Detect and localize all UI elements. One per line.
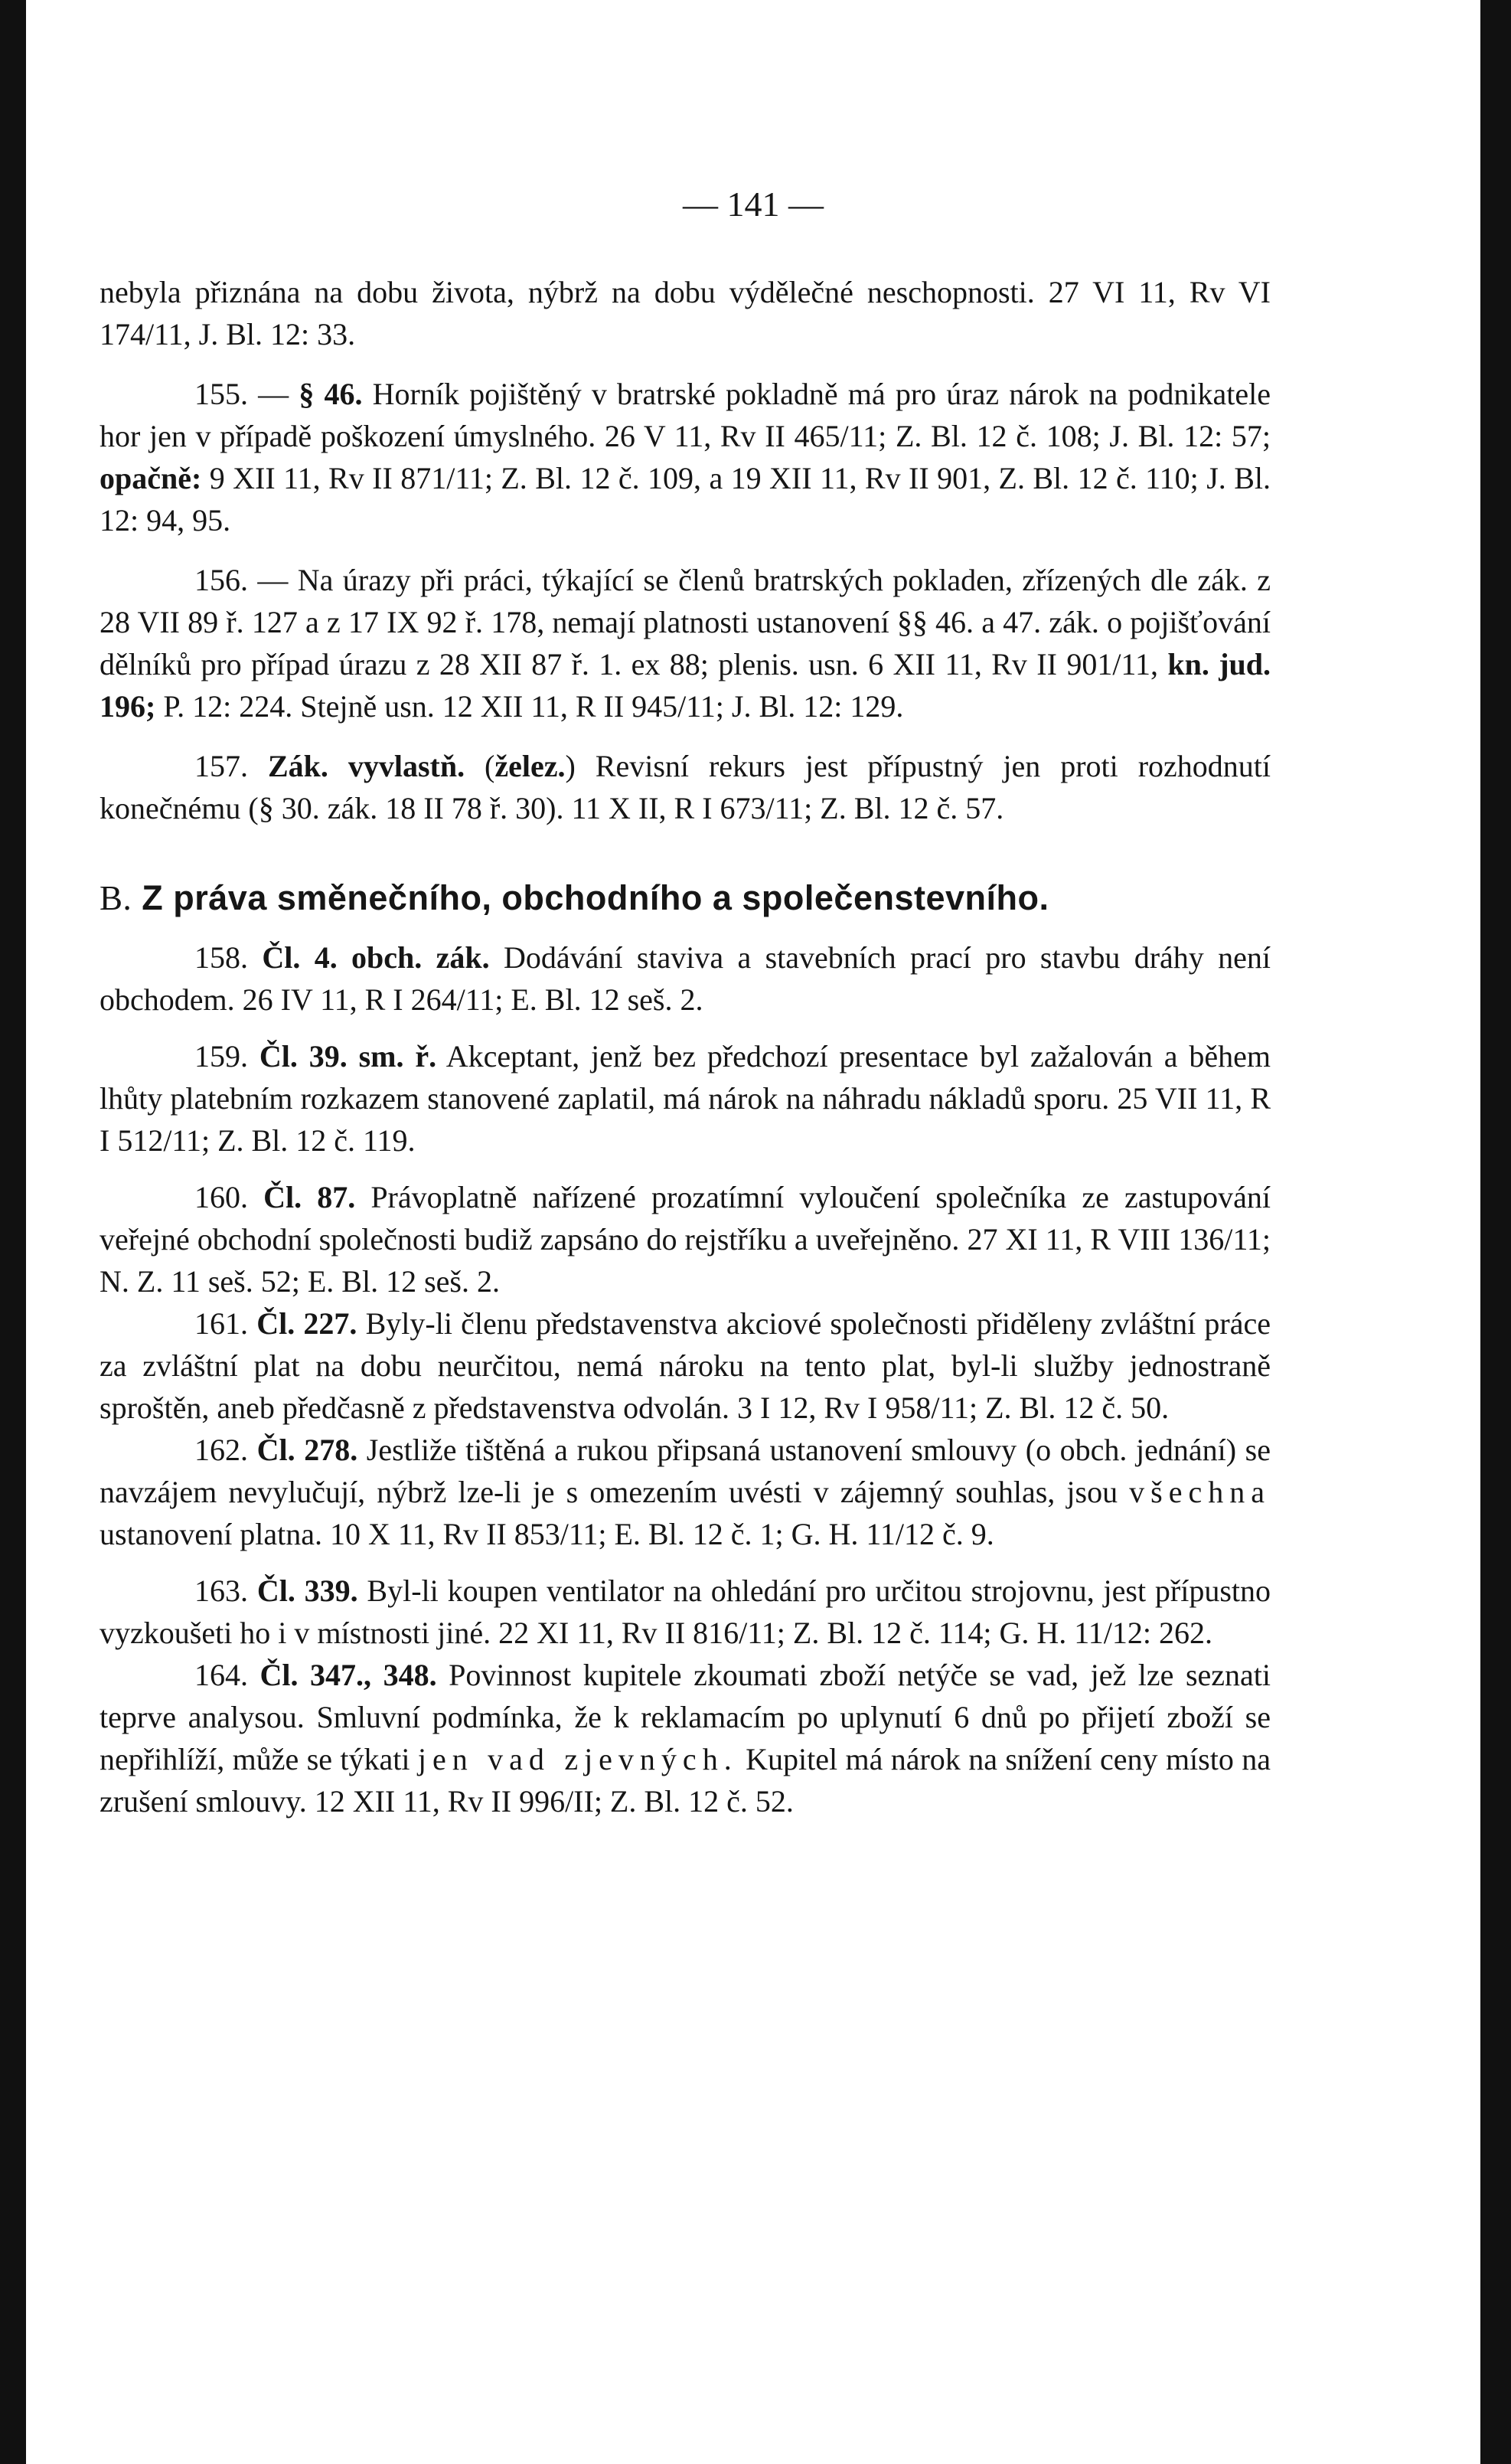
page-number: — 141 — (683, 185, 824, 224)
entry-157 (100, 745, 1271, 829)
entry-number: 156. — (194, 563, 289, 597)
entry-159 (100, 1035, 1271, 1162)
entry-reference: § 46. (299, 377, 363, 411)
entry-text: Akceptant, jenž bez předchozí presentace byl zažalován a během lhůty platebním rozkazem stanovené zaplatil, má nárok na náhradu nákladů sporu. 25 VII 11, R I 512/11; Z. Bl. 12 č. 119. (100, 1039, 1271, 1158)
entry-bold-term: opačně: (100, 461, 202, 495)
entry-163 (100, 1570, 1271, 1654)
entry-text: Dodávání staviva a stavebních prací pro stavbu dráhy není obchodem. 26 IV 11, R I 264/11; E. Bl. 12 seš. 2. (100, 940, 1271, 1017)
page-body (100, 181, 1271, 1822)
entry-164 (100, 1654, 1271, 1822)
entry-number: 157. (194, 749, 248, 783)
entry-number: 162. (194, 1433, 248, 1467)
paragraph-text: nebyla přiznána na dobu života, nýbrž na dobu výdělečné neschopnosti. 27 VI 11, Rv VI 174/11, J. Bl. 12: 33. (100, 275, 1271, 351)
section-letter: B. (100, 879, 132, 917)
entry-158 (100, 936, 1271, 1021)
entry-162 (100, 1429, 1271, 1555)
section-heading-b (100, 875, 1271, 921)
entry-reference: Čl. 339. (256, 1573, 358, 1608)
entry-text-continued: ustanovení platna. 10 X 11, Rv II 853/11; E. Bl. 12 č. 1; G. H. 11/12 č. 9. (100, 1517, 994, 1551)
entry-spaced-emphasis: jen vad zjevných. (417, 1742, 738, 1776)
entry-text-continued: P. 12: 224. Stejně usn. 12 XII 11, R II 945/11; J. Bl. 12: 129. (155, 689, 904, 724)
entry-161 (100, 1302, 1271, 1429)
entry-text: Byly-li členu představenstva akciové společnosti přiděleny zvláštní práce za zvláštní plat na dobu neurčitou, nemá nároku na tento plat, byl-li služby jednostraně sproštěn, aneb předčasně z představenstva odvolán. 3 I 12, Rv I 958/11; Z. Bl. 12 č. 50. (100, 1306, 1271, 1425)
continued-paragraph (100, 271, 1271, 355)
entry-reference: Čl. 227. (256, 1306, 357, 1341)
entry-number: 158. (194, 940, 248, 975)
entry-reference: Čl. 347., 348. (259, 1658, 437, 1692)
entry-bold-term: kn. jud. 196; (100, 647, 1271, 724)
entry-text: ( (465, 749, 495, 783)
entry-reference: Čl. 4. obch. zák. (262, 940, 490, 975)
entry-number: 164. (194, 1658, 248, 1692)
entry-156 (100, 559, 1271, 727)
entry-text: Právoplatně nařízené prozatímní vyloučení společníka ze zastupování veřejné obchodní společnosti budiž zapsáno do rejstříku a uveřejněno. 27 XI 11, R VIII 136/11; N. Z. 11 seš. 52; E. Bl. 12 seš. 2. (100, 1180, 1271, 1299)
entry-text: Byl-li koupen ventilator na ohledání pro určitou strojovnu, jest přípustno vyzkoušeti ho i v místnosti jiné. 22 XI 11, Rv II 816/11; Z. Bl. 12 č. 114; G. H. 11/12: 262. (100, 1573, 1271, 1650)
entry-text: Na úrazy při práci, týkající se členů bratrských pokladen, zřízených dle zák. z 28 VII 89 ř. 127 a z 17 IX 92 ř. 178, nemají platnosti ustanovení §§ 46. a 47. zák. o pojišťování dělníků pro případ úrazu z 28 XII 87 ř. 1. ex 88; plenis. usn. 6 XII 11, Rv II 901/11, (100, 563, 1271, 681)
section-title: Z práva směnečního, obchodního a společenstevního. (142, 878, 1049, 917)
entry-text: Horník pojištěný v bratrské pokladně má pro úraz nárok na podnikatele hor jen v případě poškození úmyslného. 26 V 11, Rv II 465/11; Z. Bl. 12 č. 108; J. Bl. 12: 57; (100, 377, 1271, 453)
entry-text-continued: Kupitel má nárok na snížení ceny místo na zrušení smlouvy. 12 XII 11, Rv II 996/II; Z. Bl. 12 č. 52. (100, 1742, 1271, 1819)
entry-number: 160. (194, 1180, 248, 1214)
entry-text: Jestliže tištěná a rukou připsaná ustanovení smlouvy (o obch. jednání) se navzájem nevylučují, nýbrž lze-li je s omezením uvésti v zájemný souhlas, jsou (100, 1433, 1271, 1509)
entry-reference: Čl. 87. (263, 1180, 356, 1214)
entry-reference: Čl. 278. (256, 1433, 358, 1467)
entry-text-continued: ) Revisní rekurs jest přípustný jen proti rozhodnutí konečnému (§ 30. zák. 18 II 78 ř. 30). 11 X II, R I 673/11; Z. Bl. 12 č. 57. (100, 749, 1271, 825)
book-page (26, 0, 1480, 2464)
entry-spaced-emphasis: všechna (1129, 1475, 1271, 1509)
entry-text-continued: 9 XII 11, Rv II 871/11; Z. Bl. 12 č. 109, a 19 XII 11, Rv II 901, Z. Bl. 12 č. 110; J. Bl. 12: 94, 95. (100, 461, 1271, 538)
entry-160 (100, 1176, 1271, 1302)
entry-reference: Zák. vyvlastň. (267, 749, 465, 783)
entry-reference: Čl. 39. sm. ř. (259, 1039, 437, 1074)
entry-number: 161. (194, 1306, 248, 1341)
entry-155 (100, 373, 1271, 541)
entry-text: Povinnost kupitele zkoumati zboží netýče se vad, jež lze seznati teprve analysou. Smluvní podmínka, že k reklamacím po uplynutí 6 dnů po přijetí zboží se nepřihlíží, může se týkati (100, 1658, 1271, 1776)
entry-number: 163. (194, 1573, 248, 1608)
entry-number: 159. (194, 1039, 248, 1074)
entry-number: 155. — (194, 377, 289, 411)
entry-bold-term: želez. (494, 749, 566, 783)
